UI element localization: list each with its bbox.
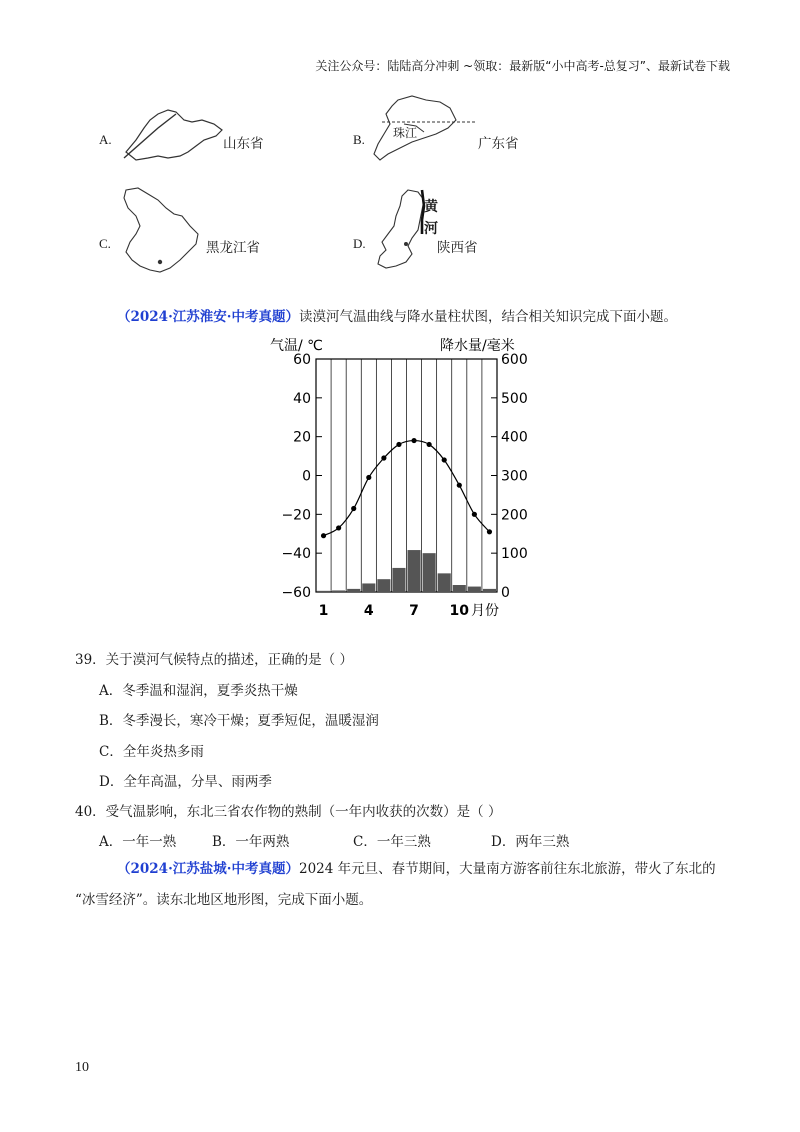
temperature-tick-label: −60 <box>281 585 311 601</box>
month-tick-label: 7 <box>409 603 419 619</box>
precipitation-bar <box>362 583 375 592</box>
intro-paragraph-1 <box>117 302 677 332</box>
temperature-tick-label: 0 <box>302 468 311 485</box>
option-d-letter: D. <box>353 236 366 251</box>
option-b-province: 广东省 <box>478 136 519 152</box>
chart-grid <box>316 359 497 592</box>
precipitation-bar <box>438 573 451 592</box>
precipitation-bar <box>377 579 390 592</box>
shandong-outline-icon <box>118 100 228 165</box>
temperature-point <box>381 455 386 460</box>
temperature-point <box>336 525 341 530</box>
precipitation-tick-label: 500 <box>501 390 528 407</box>
question-40-option-c: C．一年三熟 <box>353 834 431 850</box>
temperature-point <box>472 512 477 517</box>
month-axis-label: 月份 <box>471 603 499 619</box>
precipitation-tick-label: 0 <box>501 585 510 601</box>
option-c-letter: C. <box>99 236 111 251</box>
page-number: 10 <box>75 1060 89 1075</box>
heilongjiang-outline-icon <box>118 186 208 276</box>
precipitation-bar <box>392 568 405 592</box>
exam-source-tag-2: （2024·江苏盐城·中考真题） <box>117 861 299 877</box>
question-40-stem: 40．受气温影响，东北三省农作物的熟制（一年内收获的次数）是（ ） <box>75 804 502 820</box>
question-39-stem: 39．关于漠河气候特点的描述，正确的是（ ） <box>75 652 353 668</box>
month-tick-label: 1 <box>318 603 329 619</box>
intro-text: 读漠河气温曲线与降水量柱状图，结合相关知识完成下面小题。 <box>298 309 677 325</box>
precipitation-bar <box>453 585 466 592</box>
month-tick-label: 10 <box>449 603 470 619</box>
yellow-river-map-label-1: 黄 <box>424 199 438 215</box>
temperature-tick-label: 20 <box>293 429 311 446</box>
temperature-point <box>396 442 401 447</box>
precipitation-tick-label: 200 <box>501 507 528 524</box>
yellow-river-map-label-2: 河 <box>424 221 438 237</box>
question-40-option-a: A．一年一熟 <box>99 834 177 850</box>
precipitation-bar <box>423 553 436 592</box>
precipitation-tick-label: 100 <box>501 546 528 563</box>
precipitation-bar <box>332 590 345 592</box>
intro-paragraph-2-line-1 <box>117 854 716 884</box>
question-39-option-a: A．冬季温和湿润，夏季炎热干燥 <box>99 683 298 699</box>
temperature-point <box>442 457 447 462</box>
header-promo-note: 关注公众号：陆陆高分冲刺 ~领取：最新版“小中高考-总复习”、最新试卷下载 <box>315 59 730 73</box>
pearl-river-map-label: 珠江 <box>393 126 418 140</box>
temperature-axis-label: 气温/ ℃ <box>270 338 323 354</box>
temperature-point <box>457 483 462 488</box>
option-b-letter: B. <box>353 132 365 147</box>
precipitation-bar <box>317 591 330 592</box>
precipitation-bar <box>408 550 421 592</box>
precipitation-bar <box>468 587 481 592</box>
option-a-letter: A. <box>99 132 112 147</box>
precipitation-tick-label: 600 <box>501 352 528 368</box>
question-40-option-b: B．一年两熟 <box>212 834 290 850</box>
temperature-point <box>487 529 492 534</box>
guangdong-outline-icon <box>368 94 478 169</box>
climate-chart <box>265 332 535 622</box>
question-39-option-d: D．全年高温，分旱、雨两季 <box>99 774 272 790</box>
intro-2-text-line-1: 2024 年元旦、春节期间，大量南方游客前往东北旅游，带火了东北的 <box>298 861 716 877</box>
temperature-tick-label: −20 <box>281 507 311 524</box>
intro-paragraph-2-line-2: “冰雪经济”。读东北地区地形图，完成下面小题。 <box>75 892 373 908</box>
precipitation-axis-label: 降水量/毫米 <box>440 338 515 354</box>
temperature-tick-label: −40 <box>281 546 311 563</box>
precipitation-bar <box>483 589 496 592</box>
temperature-point <box>366 475 371 480</box>
temperature-point <box>427 442 432 447</box>
temperature-tick-label: 40 <box>293 390 311 407</box>
question-39-option-c: C．全年炎热多雨 <box>99 744 204 760</box>
precipitation-tick-label: 300 <box>501 468 528 485</box>
question-40-option-d: D．两年三熟 <box>491 834 570 850</box>
temperature-tick-label: 60 <box>293 352 311 368</box>
temperature-point <box>411 438 416 443</box>
precipitation-tick-label: 400 <box>501 429 528 446</box>
month-tick-label: 4 <box>363 603 374 619</box>
precipitation-bar <box>347 589 360 592</box>
temperature-point <box>321 533 326 538</box>
option-d-province: 陕西省 <box>437 240 478 256</box>
exam-source-tag: （2024·江苏淮安·中考真题） <box>117 309 299 325</box>
question-39-option-b: B．冬季漫长，寒冷干燥；夏季短促，温暖湿润 <box>99 713 379 729</box>
option-c-province: 黑龙江省 <box>206 240 260 256</box>
option-a-province: 山东省 <box>223 136 264 152</box>
temperature-point <box>351 506 356 511</box>
